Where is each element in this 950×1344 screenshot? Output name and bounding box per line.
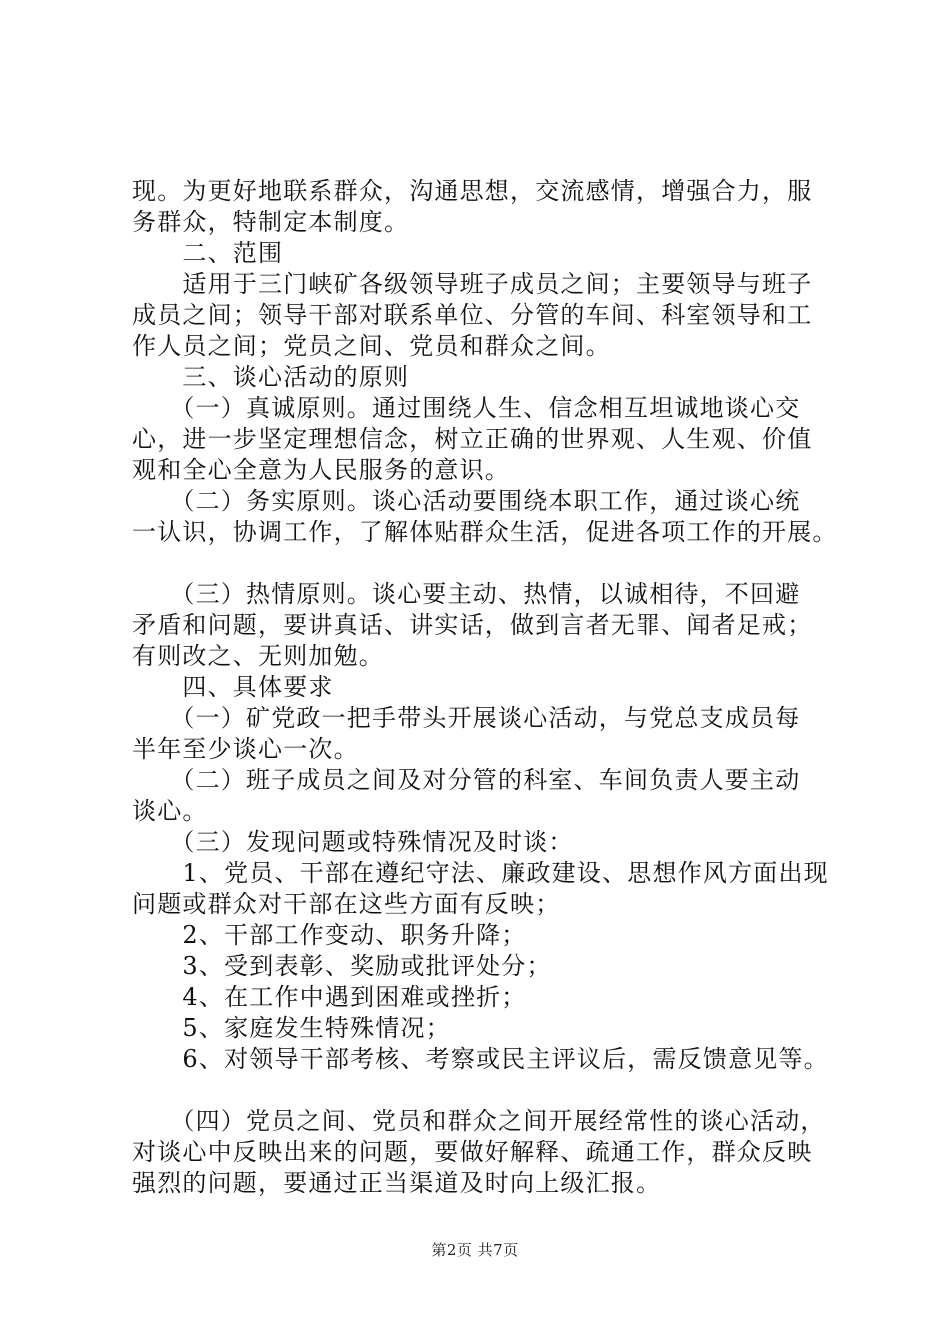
text-line: 3、受到表彰、奖励或批评处分； bbox=[132, 952, 552, 980]
text-line: 观和全心全意为人民服务的意识。 bbox=[132, 456, 510, 484]
text-line: 问题或群众对干部在这些方面有反映； bbox=[132, 890, 561, 918]
blank-line bbox=[132, 1075, 852, 1106]
text-line: 现。为更好地联系群众，沟通思想，交流感情，增强合力，服 bbox=[132, 177, 813, 205]
document-body bbox=[132, 176, 852, 1199]
text-line: 二、范围 bbox=[132, 239, 284, 267]
text-line: （三）热情原则。谈心要主动、热情，以诚相待，不回避 bbox=[132, 580, 801, 608]
text-line: 半年至少谈心一次。 bbox=[132, 735, 359, 763]
text-line: （一）真诚原则。通过围绕人生、信念相互坦诚地谈心交 bbox=[132, 394, 801, 422]
text-line: 6、对领导干部考核、考察或民主评议后，需反馈意见等。 bbox=[132, 1045, 829, 1073]
text-line: （二）班子成员之间及对分管的科室、车间负责人要主动 bbox=[132, 766, 801, 794]
blank-line bbox=[132, 548, 852, 579]
page-footer: 第2页 共7页 bbox=[431, 1241, 519, 1259]
text-line: 心，进一步坚定理想信念，树立正确的世界观、人生观、价值 bbox=[132, 425, 813, 453]
text-line: 三、谈心活动的原则 bbox=[132, 363, 410, 391]
text-line: （三）发现问题或特殊情况及时谈： bbox=[132, 828, 574, 856]
text-line: 谈心。 bbox=[132, 797, 208, 825]
text-line: （二）务实原则。谈心活动要围绕本职工作，通过谈心统 bbox=[132, 487, 801, 515]
text-line: 成员之间；领导干部对联系单位、分管的车间、科室领导和工 bbox=[132, 301, 813, 329]
text-line: 5、家庭发生特殊情况； bbox=[132, 1014, 451, 1042]
text-line: 2、干部工作变动、职务升降； bbox=[132, 921, 527, 949]
text-line: 对谈心中反映出来的问题，要做好解释、疏通工作，群众反映 bbox=[132, 1138, 813, 1166]
text-line: 有则改之、无则加勉。 bbox=[132, 642, 384, 670]
text-line: 四、具体要求 bbox=[132, 673, 334, 701]
text-line: 1、党员、干部在遵纪守法、廉政建设、思想作风方面出现 bbox=[132, 859, 829, 887]
text-line: 矛盾和问题，要讲真话、讲实话，做到言者无罪、闻者足戒； bbox=[132, 611, 813, 639]
text-line: 一认识，协调工作，了解体贴群众生活，促进各项工作的开展。 bbox=[132, 518, 838, 546]
text-line: 务群众，特制定本制度。 bbox=[132, 208, 410, 236]
text-line: 作人员之间；党员之间、党员和群众之间。 bbox=[132, 332, 611, 360]
text-line: 强烈的问题，要通过正当渠道及时向上级汇报。 bbox=[132, 1169, 662, 1197]
text-line: （四）党员之间、党员和群众之间开展经常性的谈心活动， bbox=[132, 1107, 826, 1135]
text-line: 适用于三门峡矿各级领导班子成员之间；主要领导与班子 bbox=[132, 270, 813, 298]
text-line: 4、在工作中遇到困难或挫折； bbox=[132, 983, 527, 1011]
text-line: （一）矿党政一把手带头开展谈心活动，与党总支成员每 bbox=[132, 704, 801, 732]
